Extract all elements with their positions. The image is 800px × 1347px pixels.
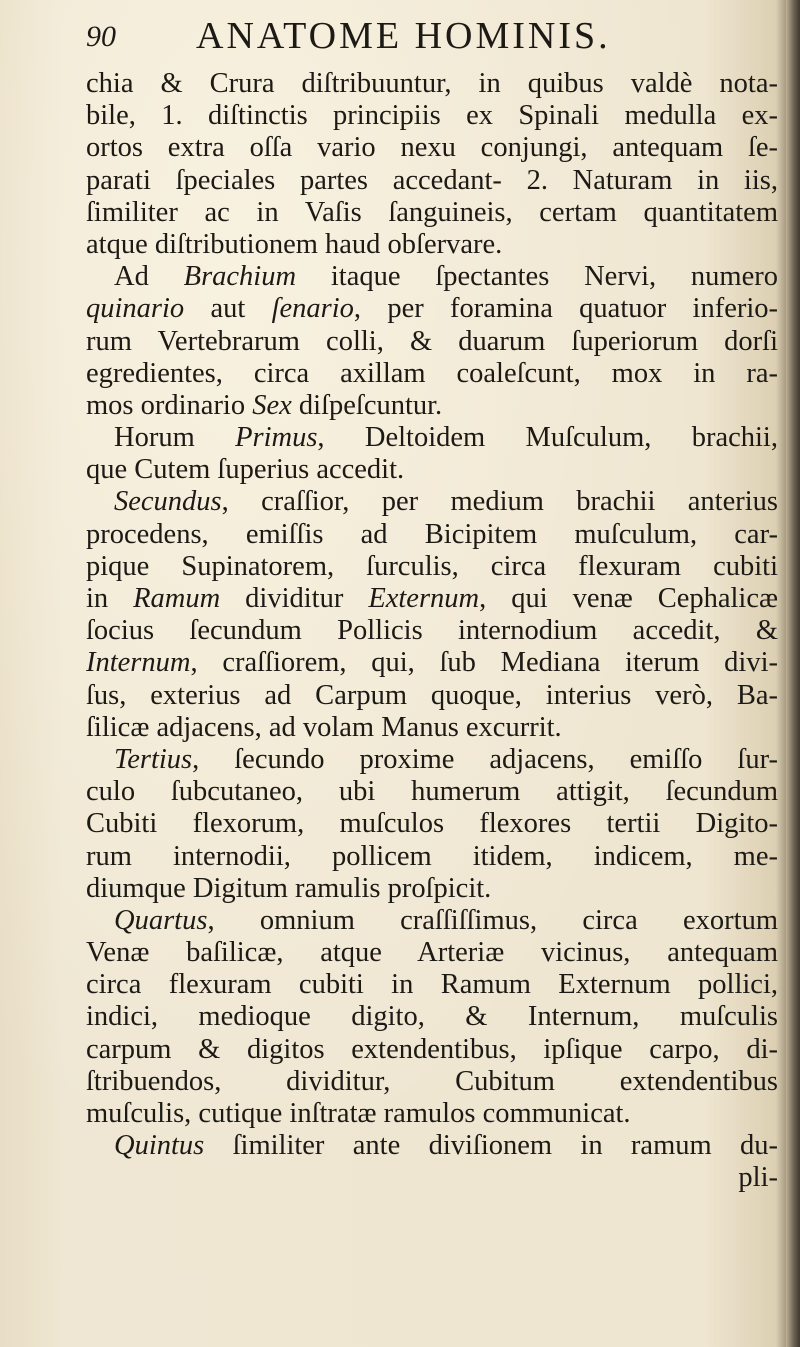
text-segment: atque diſtributionem haud obſervare. [86,228,503,260]
text-segment: rum internodii, pollicem itidem, indicem, me- [86,840,778,872]
text-line [86,808,778,840]
text-segment: parati ſpeciales partes accedant- 2. Naturam in iis, [86,164,778,196]
text-line [86,744,778,776]
text-segment: pique Supinatorem, ſurculis, circa flexuram cubiti [86,550,778,582]
text-segment: circa flexuram cubiti in Ramum Externum pollici, [86,969,778,1001]
text-line [86,841,778,873]
text-line [86,1066,778,1098]
text-segment: Venæ baſilicæ, atque Arteriæ vicinus, antequam [86,937,778,969]
text-line [86,390,778,422]
text-segment: , qui venæ Cephalicæ [479,583,778,614]
text-segment: , omnium craſſiſſimus, circa exortum [207,904,778,936]
text-line [86,358,778,390]
text-segment: chia & Crura diſtribuuntur, in quibus valdè nota- [86,68,778,99]
italic-term: quinario [86,293,185,325]
text-line [86,68,778,100]
text-segment: diſpeſcuntur. [291,389,443,421]
text-segment: ſimiliter ante diviſionem in ramum du- [204,1130,778,1162]
text-line [86,132,778,164]
text-line [86,905,778,937]
text-segment: que Cutem ſuperius accedit. [86,454,405,486]
italic-term: ſenario [271,293,354,325]
text-line [86,165,778,197]
text-segment: diumque Digitum ramulis proſpicit. [86,872,492,904]
text-segment: itaque ſpectantes Nervi, numero [296,261,778,293]
text-segment: procedens, emiſſis ad Bicipitem muſculum, car- [86,518,778,550]
italic-term: Brachium [183,261,297,293]
text-segment: , per foramina quatuor inferio- [353,293,778,325]
text-line [86,519,778,551]
text-line [86,776,778,808]
text-segment: , ſecundo proxime adjacens, emiſſo ſur- [192,743,778,775]
text-line [86,1098,778,1130]
page-header [86,8,776,62]
text-line [86,615,778,647]
text-segment: bile, 1. diſtinctis principiis ex Spinali medulla ex- [86,100,778,132]
italic-term: Quintus [114,1130,205,1162]
text-segment: ſtribuendos, dividitur, Cubitum extendentibus [86,1065,778,1097]
text-segment: , craſſior, per medium brachii anterius [221,486,778,518]
text-segment: , craſſiorem, qui, ſub Mediana iterum divi- [190,647,778,679]
text-segment: ſimiliter ac in Vaſis ſanguineis, certam quantitatem [86,196,778,228]
text-line [86,486,778,518]
text-segment: ſus, exterius ad Carpum quoque, interius verò, Ba- [86,679,778,711]
text-segment: muſculis, cutique inſtratæ ramulos communicat. [86,1098,631,1129]
italic-term: Externum [368,583,480,614]
text-line [86,647,778,679]
text-line [86,1130,778,1162]
text-line [86,1001,778,1033]
italic-term: Quartus [114,904,208,936]
text-line [86,293,778,325]
text-segment: carpum & digitos extendentibus, ipſique carpo, di- [86,1033,778,1065]
running-head: ANATOME HOMINIS. [196,15,611,57]
text-segment: ſilicæ adjacens, ad volam Manus excurrit. [86,711,562,743]
text-line [86,1162,778,1194]
text-segment: dividitur [220,583,369,614]
text-segment: Cubiti flexorum, muſculos flexores tertii Digito- [86,808,778,840]
text-segment: egredientes, circa axillam coaleſcunt, mox in ra- [86,357,778,389]
text-segment: rum Vertebrarum colli, & duarum ſuperiorum dorſi [86,325,778,357]
italic-term: Tertius [114,743,193,775]
text-line [86,873,778,905]
text-line [86,937,778,969]
text-segment: aut [184,293,272,325]
text-segment: indici, medioque digito, & Internum, muſculis [86,1001,778,1033]
text-line [86,1034,778,1066]
italic-term: Secundus [114,486,222,518]
text-line [86,551,778,583]
text-line [86,680,778,712]
text-line [86,326,778,358]
page-number: 90 [86,20,116,53]
italic-term: Sex [252,389,292,421]
text-line [86,100,778,132]
italic-term: Internum [86,647,191,679]
text-line [86,197,778,229]
text-segment: ſocius ſecundum Pollicis internodium accedit, & [86,615,778,647]
text-line [86,583,778,615]
italic-term: Primus [235,422,318,454]
text-segment: Ad [114,261,184,293]
body-text [86,68,778,1195]
text-line [86,229,778,261]
text-segment: , Deltoidem Muſculum, brachii, [317,422,778,454]
text-line [86,261,778,293]
text-segment: pli- [738,1162,778,1194]
text-segment: in [86,583,134,614]
text-line [86,712,778,744]
text-segment: mos ordinario [86,389,253,421]
text-line [86,422,778,454]
page-edge-shadow [786,0,800,1347]
text-segment: culo ſubcutaneo, ubi humerum attigit, ſecundum [86,776,778,808]
text-line [86,969,778,1001]
italic-term: Ramum [133,583,221,614]
text-line [86,454,778,486]
text-segment: Horum [114,422,236,454]
text-segment: ortos extra oſſa vario nexu conjungi, antequam ſe- [86,132,778,164]
